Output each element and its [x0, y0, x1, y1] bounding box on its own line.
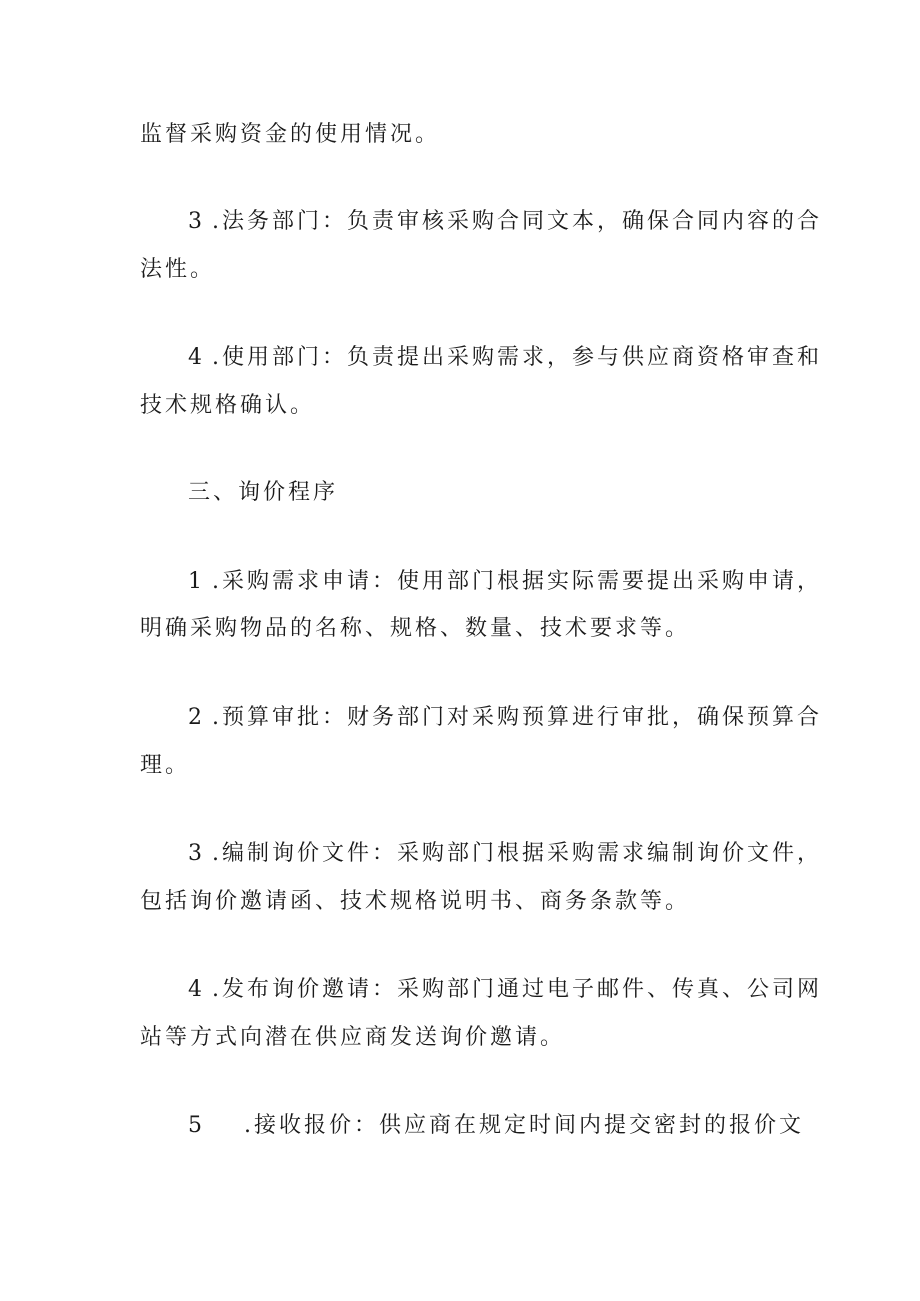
list-item-text: .发布询价邀请：采购部门通过电子邮件、传真、公司网: [212, 977, 822, 1002]
list-item-budget-approval: [188, 703, 822, 733]
list-number: 3: [188, 841, 202, 866]
paragraph-line: 法性。: [140, 257, 216, 282]
list-item-text: .编制询价文件：采购部门根据采购需求编制询价文件，: [212, 841, 822, 866]
list-item-text: .使用部门：负责提出采购需求，参与供应商资格审查和: [212, 345, 822, 370]
paragraph-line: 明确采购物品的名称、规格、数量、技术要求等。: [140, 616, 691, 641]
paragraph-line: 技术规格确认。: [140, 393, 316, 418]
paragraph-line: 理。: [140, 753, 191, 778]
list-number: 1: [188, 569, 202, 594]
list-item-legal-department: [188, 207, 822, 237]
section-heading: 三、询价程序: [188, 480, 339, 505]
list-item-user-department: [188, 343, 822, 373]
list-item-text: .法务部门：负责审核采购合同文本，确保合同内容的合: [212, 209, 822, 234]
list-item-inquiry-documents: [188, 839, 822, 869]
list-item-text: .接收报价：供应商在规定时间内提交密封的报价文: [244, 1113, 804, 1138]
list-item-text: .采购需求申请：使用部门根据实际需要提出采购申请，: [212, 569, 822, 594]
paragraph-line: 站等方式向潜在供应商发送询价邀请。: [140, 1025, 566, 1050]
list-number: 4: [188, 977, 202, 1002]
list-number: 5: [188, 1113, 202, 1138]
list-number: 3: [188, 209, 202, 234]
paragraph-line: 监督采购资金的使用情况。: [140, 122, 441, 147]
list-item-purchase-request: [188, 567, 822, 597]
list-number: 4: [188, 345, 202, 370]
list-item-text: .预算审批：财务部门对采购预算进行审批，确保预算合: [212, 705, 822, 730]
paragraph-line: 包括询价邀请函、技术规格说明书、商务条款等。: [140, 889, 691, 914]
list-item-receive-quotes: [188, 1111, 804, 1141]
list-number: 2: [188, 705, 202, 730]
list-item-publish-inquiry: [188, 975, 822, 1005]
